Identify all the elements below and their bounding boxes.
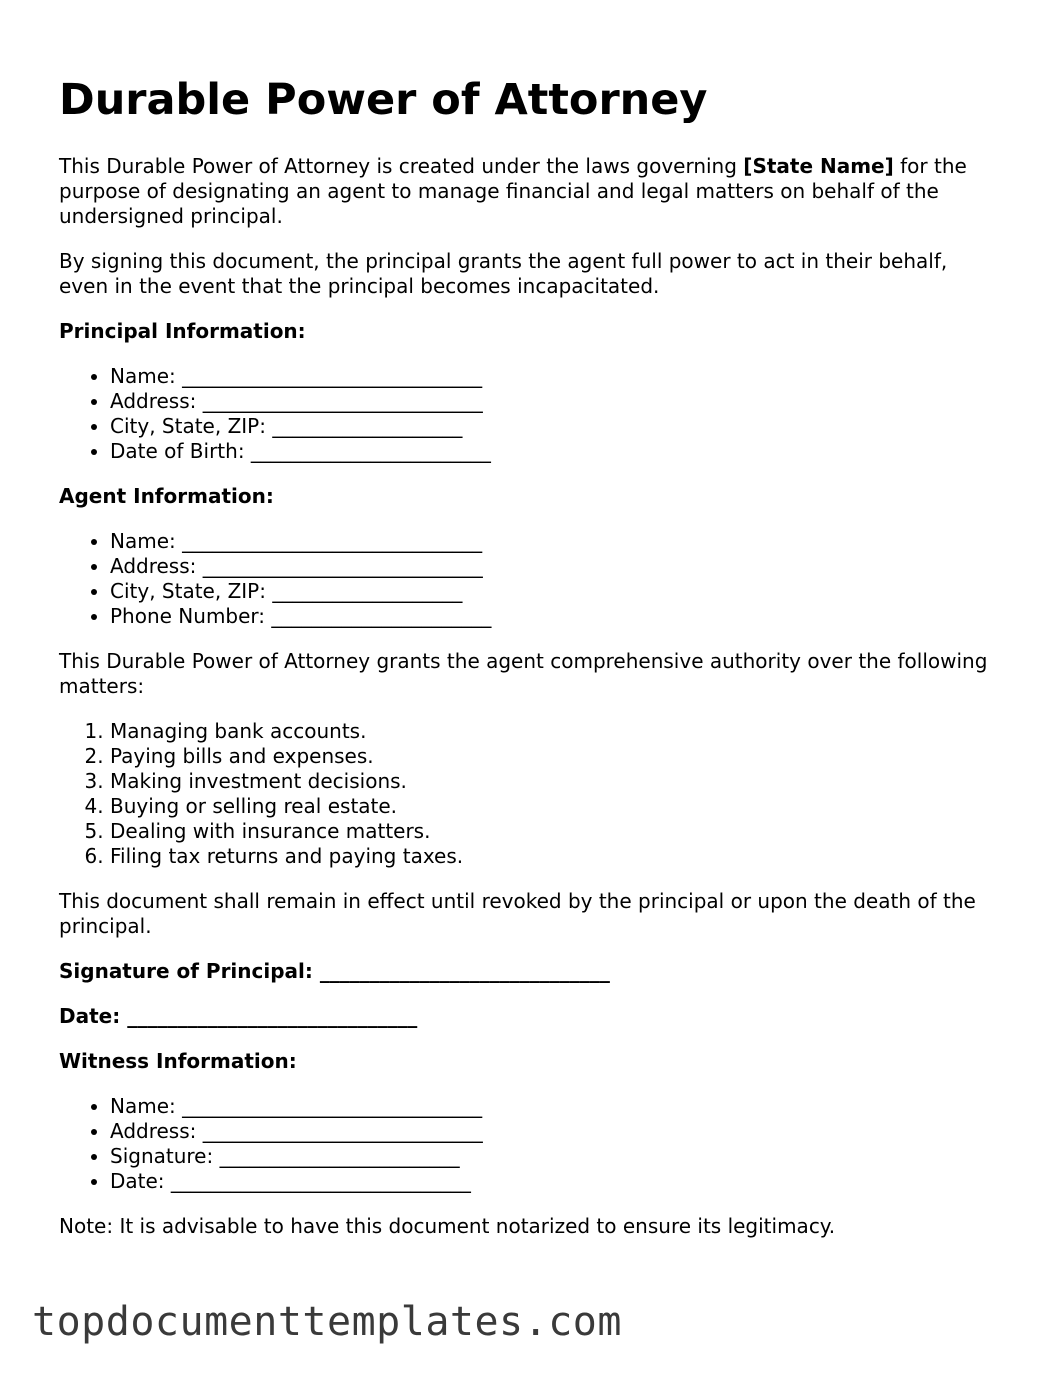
witness-address-field [110, 1119, 989, 1144]
intro-text-after: for the purpose of designating an agent to manage financial and legal matters on behalf of the undersigned principal. [59, 154, 967, 228]
field-label: Address: [110, 1119, 197, 1143]
principal-fields-list [59, 364, 989, 464]
field-label: Name: [110, 364, 176, 388]
state-name-placeholder: [State Name] [743, 154, 894, 178]
fill-in-blank[interactable]: ____________________________ [202, 389, 483, 413]
authority-paragraph: This Durable Power of Attorney grants the agent comprehensive authority over the following matters: [59, 649, 988, 698]
witness-fields-list [59, 1094, 989, 1194]
fill-in-blank[interactable]: ____________________________ [202, 554, 483, 578]
matter-item: 1. Managing bank accounts. [110, 719, 989, 744]
field-label: Date: [110, 1169, 165, 1193]
fill-in-blank[interactable]: ______________________________ [170, 1169, 471, 1193]
watermark-text: topdocumenttemplates.com [32, 1299, 622, 1345]
field-label: City, State, ZIP: [110, 414, 266, 438]
field-label: Address: [110, 554, 197, 578]
field-label: Name: [110, 1094, 176, 1118]
fill-in-blank[interactable]: ______________________________ [182, 364, 483, 388]
effect-paragraph: This document shall remain in effect until revoked by the principal or upon the death of the principal. [59, 889, 976, 938]
matter-item: 2. Paying bills and expenses. [110, 744, 989, 769]
field-label: City, State, ZIP: [110, 579, 266, 603]
principal-signature-line [59, 959, 989, 984]
page-title: Durable Power of Attorney [59, 75, 708, 125]
field-label: Phone Number: [110, 604, 266, 628]
matter-item: 3. Making investment decisions. [110, 769, 989, 794]
date-label: Date: [59, 1004, 121, 1028]
witness-signature-field [110, 1144, 989, 1169]
signature-label: Signature of Principal: [59, 959, 313, 983]
agent-phone-number-field [110, 604, 989, 629]
grant-paragraph: By signing this document, the principal grants the agent full power to act in their behalf, even in the event that the principal becomes incapacitated. [59, 249, 948, 298]
fill-in-blank[interactable]: ______________________________ [182, 1094, 483, 1118]
fill-in-blank[interactable]: ___________________ [272, 579, 463, 603]
agent-heading: Agent Information: [59, 484, 274, 508]
fill-in-blank[interactable]: ____________________________ [202, 1119, 483, 1143]
witness-heading: Witness Information: [59, 1049, 297, 1073]
principal-address-field [110, 389, 989, 414]
document-page [59, 72, 989, 1259]
field-label: Date of Birth: [110, 439, 245, 463]
principal-date-of-birth-field [110, 439, 989, 464]
intro-text-before: This Durable Power of Attorney is created under the laws governing [59, 154, 744, 178]
witness-name-field [110, 1094, 989, 1119]
field-label: Address: [110, 389, 197, 413]
fill-in-blank[interactable]: ______________________________ [182, 529, 483, 553]
signature-blank[interactable]: _____________________________ [319, 959, 610, 983]
field-label: Signature: [110, 1144, 214, 1168]
notarization-note: Note: It is advisable to have this document notarized to ensure its legitimacy. [59, 1214, 836, 1238]
intro-paragraph [59, 154, 989, 229]
agent-address-field [110, 554, 989, 579]
principal-heading: Principal Information: [59, 319, 306, 343]
agent-name-field [110, 529, 989, 554]
date-blank[interactable]: _____________________________ [127, 1004, 418, 1028]
matter-item: 6. Filing tax returns and paying taxes. [110, 844, 989, 869]
witness-date-field [110, 1169, 989, 1194]
fill-in-blank[interactable]: ________________________ [250, 439, 491, 463]
matters-list [59, 719, 989, 869]
field-label: Name: [110, 529, 176, 553]
date-line [59, 1004, 989, 1029]
agent-fields-list [59, 529, 989, 629]
fill-in-blank[interactable]: ______________________ [271, 604, 492, 628]
principal-city-state-zip-field [110, 414, 989, 439]
agent-city-state-zip-field [110, 579, 989, 604]
principal-name-field [110, 364, 989, 389]
matter-item: 5. Dealing with insurance matters. [110, 819, 989, 844]
fill-in-blank[interactable]: ________________________ [219, 1144, 460, 1168]
matter-item: 4. Buying or selling real estate. [110, 794, 989, 819]
fill-in-blank[interactable]: ___________________ [272, 414, 463, 438]
